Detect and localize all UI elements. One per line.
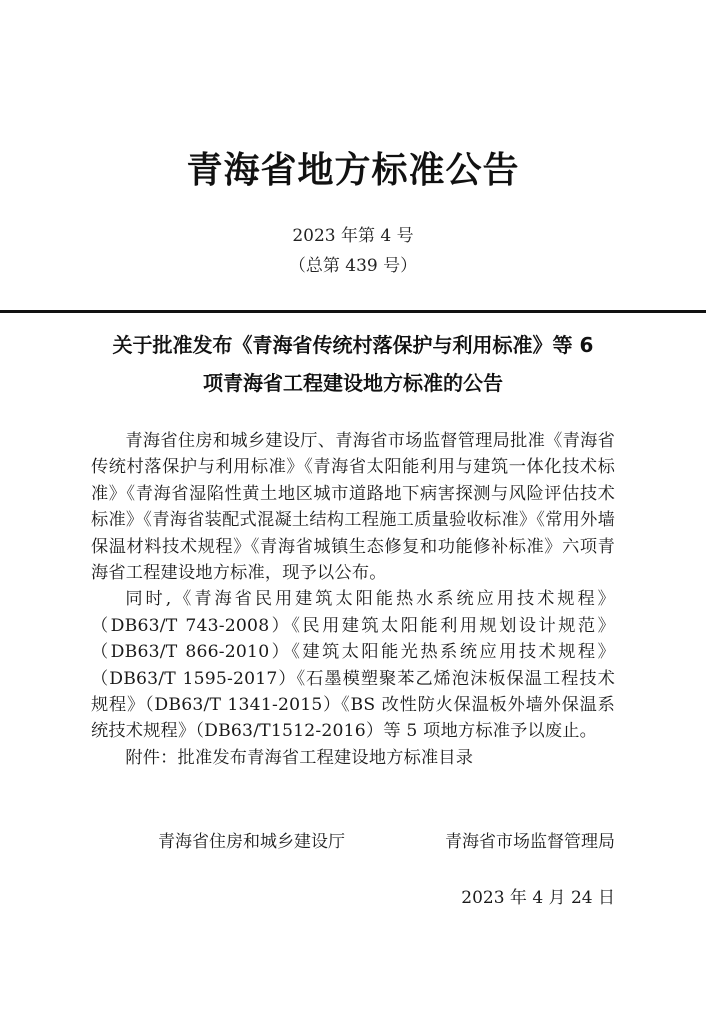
header-divider [0, 310, 706, 313]
issuer-market-regulation: 青海省市场监督管理局 [445, 832, 615, 852]
issuer-housing-department: 青海省住房和城乡建设厅 [158, 832, 345, 852]
page-title: 青海省地方标准公告 [186, 150, 520, 191]
body-paragraph-abolition: 同时,《青海省民用建筑太阳能热水系统应用技术规程》（DB63/T 743-2008）《民用建筑太阳能利用规划设计规范》（DB63/T 866-2010）《建筑太阳能光热系统应用技术规程》（DB63/T 1595-2017）《石墨模塑聚苯乙烯泡沫板保温工程技术规程》（DB63/T 1341-2015）《BS 改性防火保温板外墙外保温系统技术规程》（DB63/T1512-2016）等 5 项地方标准予以废止。 [91, 589, 615, 742]
signature-row [0, 828, 706, 856]
notice-body [91, 428, 615, 771]
notice-title-line-1: 关于批准发布《青海省传统村落保护与利用标准》等 6 [112, 333, 594, 357]
body-paragraph-attachment: 附件：批准发布青海省工程建设地方标准目录 [125, 747, 474, 768]
issue-number: 2023 年第 4 号 [292, 226, 414, 246]
body-paragraph-approval: 青海省住房和城乡建设厅、青海省市场监督管理局批准《青海省传统村落保护与利用标准》《青海省太阳能利用与建筑一体化技术标准》《青海省湿陷性黄土地区城市道路地下病害探测与风险评估技术标准》《青海省装配式混凝土结构工程施工质量验收标准》《常用外墙保温材料技术规程》《青海省城镇生态修复和功能修补标准》六项青海省工程建设地方标准，现予以公布。 [91, 431, 615, 584]
issue-date: 2023 年 4 月 24 日 [461, 888, 615, 908]
notice-title-line-2: 项青海省工程建设地方标准的公告 [203, 371, 503, 395]
total-issue-number: （总第 439 号） [288, 256, 418, 276]
